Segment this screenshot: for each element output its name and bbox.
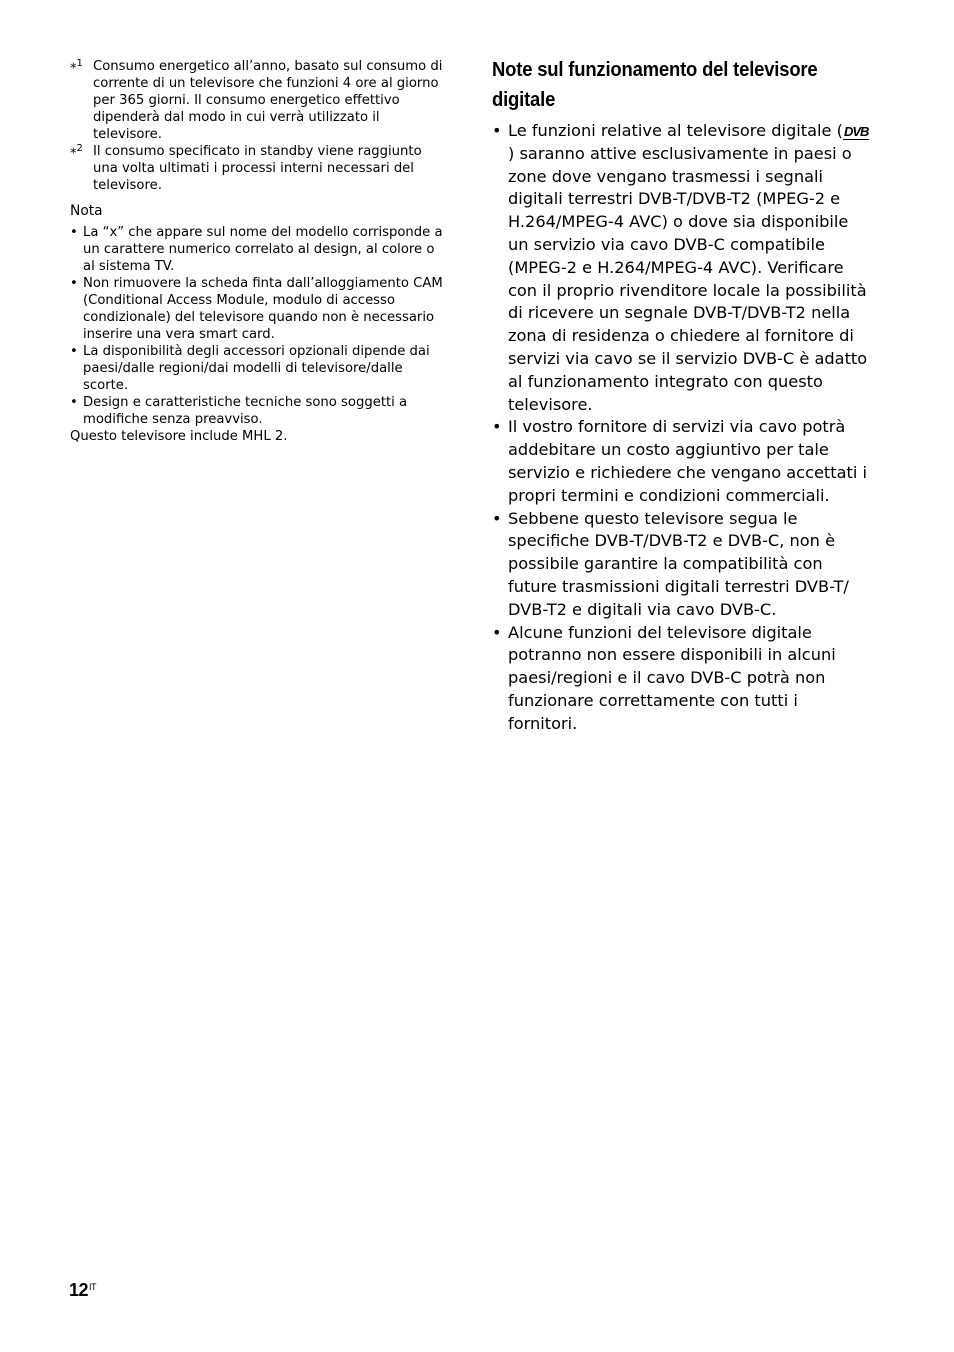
nota-item: • La “x” che appare sul nome del modello corrisponde a un carattere numerico correlato al design, al colore o al sistema TV. — [70, 224, 450, 275]
nota-item: • Non rimuovere la scheda finta dall’alloggiamento CAM (Conditional Access Module, modulo di accesso condizionale) del televisore quando non è necessario inserire una vera smart card. — [70, 275, 450, 343]
footnote-1-text: Consumo energetico all’anno, basato sul consumo di corrente di un televisore che funzioni 4 ore al giorno per 365 giorni. Il consumo energetico effettivo dipenderà dal modo in cui verrà utilizzato il televisore. — [93, 59, 443, 142]
footnote-2 — [70, 143, 450, 194]
footnote-2-marker: *$^2$ — [70, 143, 83, 162]
digital-note-item: • Sebbene questo televisore segua le specifiche DVB-T/DVB-T2 e DVB-C, non è possibile garantire la compatibilità con future trasmissioni digitali terrestri DVB-T/ DVB-T2 e digitali via cavo DVB-C. — [492, 508, 870, 622]
page-number: $12^{IT}$ — [69, 1280, 97, 1300]
digital-note-item — [492, 120, 870, 416]
dvb-logo-icon: DVB — [843, 124, 869, 139]
digital-tv-notes-list — [492, 120, 870, 736]
section-title: Note sul funzionamento del televisore digitale — [492, 58, 818, 111]
nota-list — [70, 224, 450, 428]
digital-note-1-post: ) saranno attive esclusivamente in paesi o zone dove vengano trasmessi i segnali digitali terrestri DVB-T/DVB-T2 (MPEG-2 e H.264/MPEG-4 AVC) o dove sia disponibile un servizio via cavo DVB-C compatibile (MPEG-2 e H.264/MPEG-4 AVC). Verificare con il proprio rivenditore locale la possibilità di ricevere un segnale DVB-T/DVB-T2 nella zona di residenza o chiedere al fornitore di servizi via cavo se il servizio DVB-C è adatto al funzionamento integrato con questo televisore. — [508, 143, 868, 414]
page-language: IT — [89, 1282, 97, 1292]
footnote-2-text: Il consumo specificato in standby viene raggiunto una volta ultimati i processi interni necessari del televisore. — [93, 144, 422, 193]
digital-note-item: • Il vostro fornitore di servizi via cavo potrà addebitare un costo aggiuntivo per tale servizio e richiedere che vengano accettati i propri termini e condizioni commerciali. — [492, 416, 870, 507]
nota-item: • Design e caratteristiche tecniche sono soggetti a modifiche senza preavviso. — [70, 394, 450, 428]
footnote-1-marker: *$^1$ — [70, 58, 83, 77]
nota-heading: Nota — [70, 203, 103, 219]
digital-note-1-pre: Le funzioni relative al televisore digitale ( — [508, 121, 843, 140]
nota-item: • La disponibilità degli accessori opzionali dipende dai paesi/dalle regioni/dai modelli di televisore/dalle scorte. — [70, 343, 450, 394]
mhl-note: Questo televisore include MHL 2. — [70, 429, 288, 444]
footnote-1 — [70, 58, 450, 143]
right-column — [492, 55, 870, 736]
digital-note-item: • Alcune funzioni del televisore digitale potranno non essere disponibili in alcuni paesi/regioni e il cavo DVB-C potrà non funzionare correttamente con tutti i fornitori. — [492, 622, 870, 736]
left-column — [70, 58, 450, 445]
